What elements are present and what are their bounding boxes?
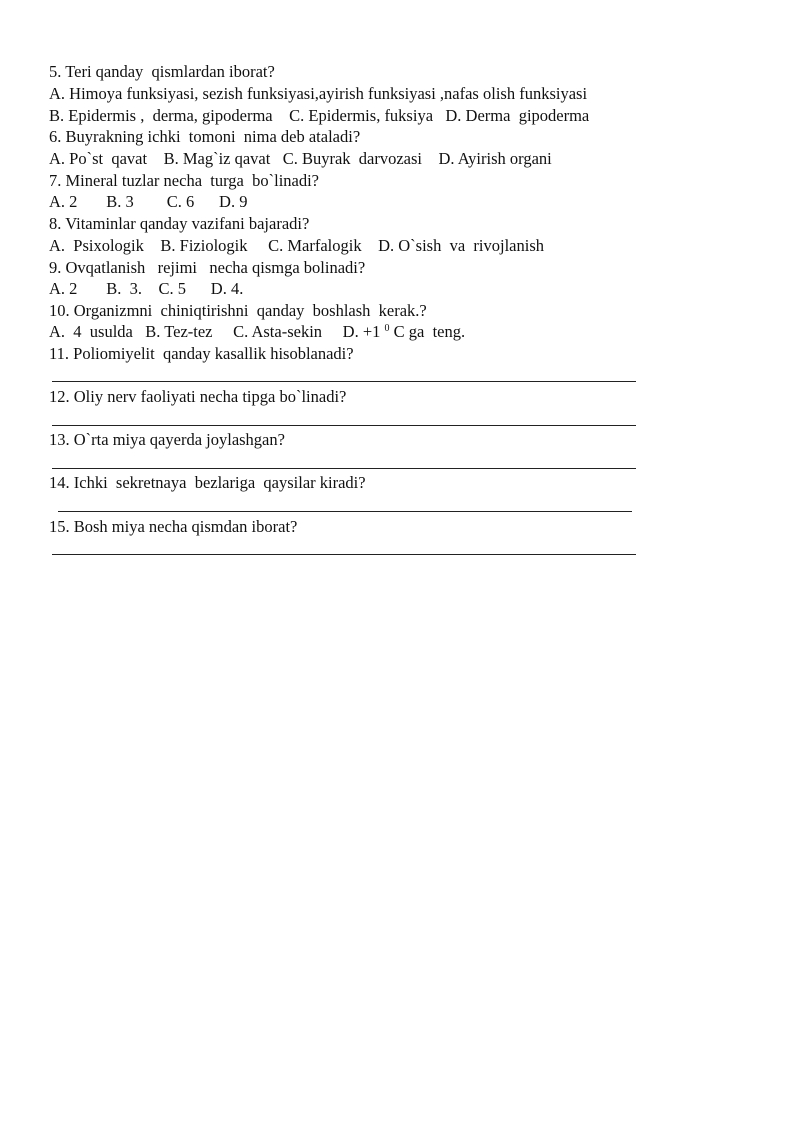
question-8-options: A. Psixologik B. Fiziologik C. Marfalogik D. O`sish va rivojlanish: [49, 236, 544, 255]
question-10-options-text: A. 4 usulda B. Tez-tez C. Asta-sekin D. +1: [49, 322, 385, 341]
question-5-option-line-1: A. Himoya funksiyasi, sezish funksiyasi,ayirish funksiyasi ,nafas olish funksiyasi: [49, 84, 588, 103]
question-5-option-line-2: B. Epidermis , derma, gipoderma C. Epidermis, fuksiya D. Derma gipoderma: [49, 106, 590, 125]
question-9-options: A. 2 B. 3. C. 5 D. 4.: [49, 279, 244, 298]
answer-line-15[interactable]: [52, 554, 636, 555]
degree-superscript: 0: [384, 323, 390, 334]
question-10-options-suffix: C ga teng.: [389, 322, 466, 341]
question-7-options: A. 2 B. 3 C. 6 D. 9: [49, 192, 248, 211]
answer-line-14[interactable]: [58, 511, 632, 512]
question-5: 5. Teri qanday qismlardan iborat?: [49, 62, 275, 81]
question-11: 11. Poliomiyelit qanday kasallik hisoblanadi?: [49, 344, 354, 363]
answer-line-12[interactable]: [52, 425, 636, 426]
answer-line-13[interactable]: [52, 468, 636, 469]
question-10-options: [49, 322, 465, 342]
question-7: 7. Mineral tuzlar necha turga bo`linadi?: [49, 171, 320, 190]
question-6-options: A. Po`st qavat B. Mag`iz qavat C. Buyrak darvozasi D. Ayirish organi: [49, 149, 552, 168]
question-12: 12. Oliy nerv faoliyati necha tipga bo`linadi?: [49, 387, 347, 406]
question-10: 10. Organizmni chiniqtirishni qanday boshlash kerak.?: [49, 301, 427, 320]
question-14: 14. Ichki sekretnaya bezlariga qaysilar kiradi?: [49, 473, 366, 492]
question-8: 8. Vitaminlar qanday vazifani bajaradi?: [49, 214, 310, 233]
answer-line-11[interactable]: [52, 381, 636, 382]
question-13: 13. O`rta miya qayerda joylashgan?: [49, 430, 285, 449]
question-6: 6. Buyrakning ichki tomoni nima deb ataladi?: [49, 127, 361, 146]
question-9: 9. Ovqatlanish rejimi necha qismga bolinadi?: [49, 258, 366, 277]
question-15: 15. Bosh miya necha qismdan iborat?: [49, 517, 298, 536]
